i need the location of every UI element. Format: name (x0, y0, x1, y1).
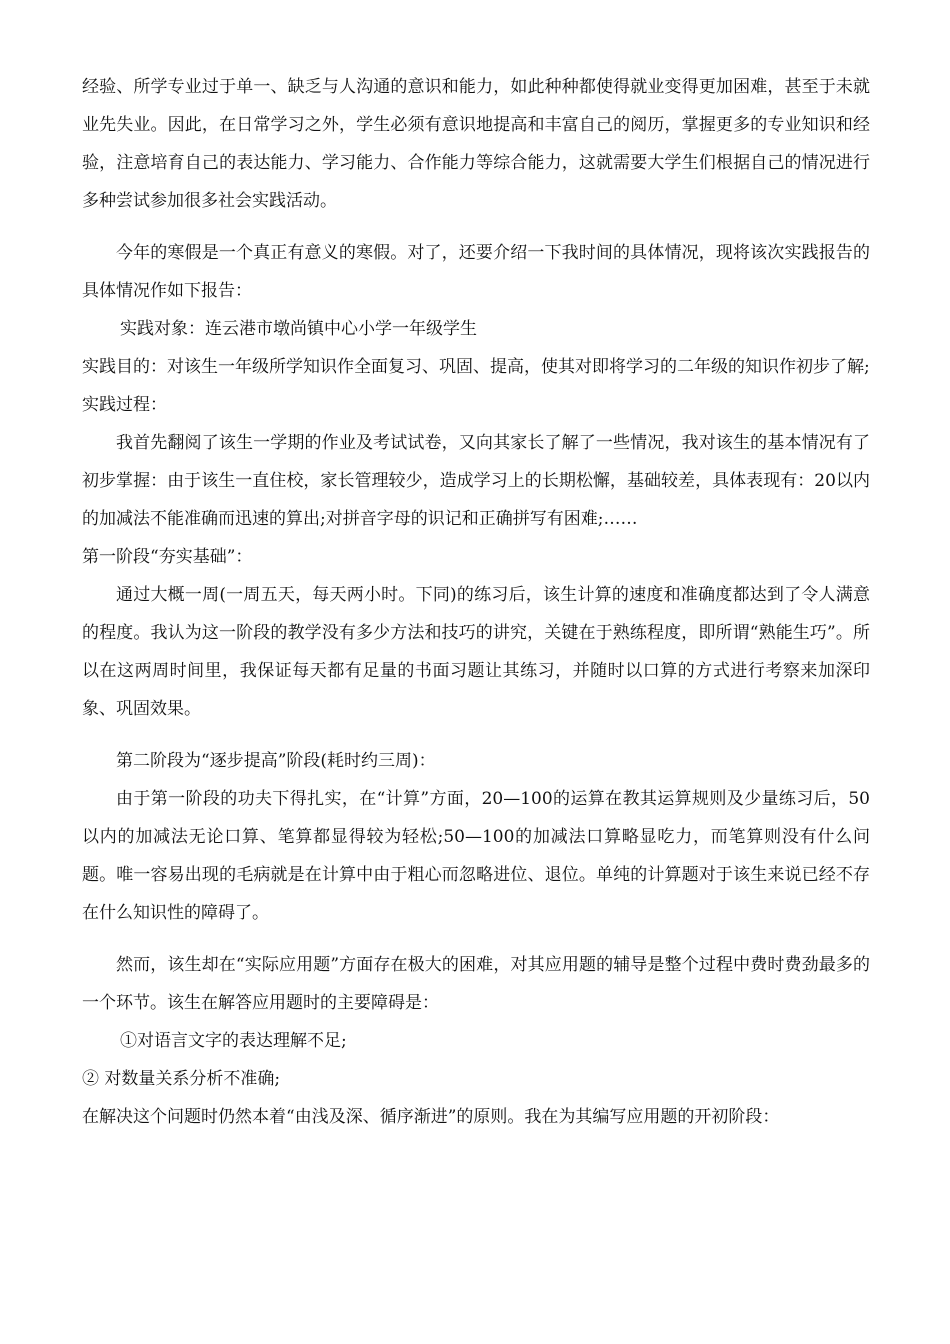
paragraph-approach: 在解决这个问题时仍然本着“由浅及深、循序渐进”的原则。我在为其编写应用题的开初阶段： (82, 1107, 780, 1127)
paragraph-employment: 经验、所学专业过于单一、缺乏与人沟通的意识和能力，如此种种都使得就业变得更加困难，甚至于未就业先失业。因此，在日常学习之外，学生必须有意识地提高和丰富自己的阅历，掌握更多的专业知识和经验，注意培育自己的表达能力、学习能力、合作能力等综合能力，这就需要大学生们根据自己的情况进行多种尝试参加很多社会实践活动。 (82, 77, 870, 211)
paragraph-stage-two: 由于第一阶段的功夫下得扎实，在“计算”方面，20—100的运算在教其运算规则及少量练习后，50以内的加减法无论口算、笔算都显得较为轻松;50—100的加减法口算略显吃力，而笔算则没有什么问题。唯一容易出现的毛病就是在计算中由于粗心而忽略进位、退位。单纯的计算题对于该生来说已经不存在什么知识性的障碍了。 (82, 789, 870, 923)
document-page (82, 68, 870, 1136)
paragraph-initial-assessment: 我首先翻阅了该生一学期的作业及考试试卷，又向其家长了解了一些情况，我对该生的基本情况有了初步掌握：由于该生一直住校，家长管理较少，造成学习上的长期松懈，基础较差，具体表现有：20以内的加减法不能准确而迅速的算出;对拼音字母的识记和正确拼写有困难;…… (82, 433, 870, 529)
practice-goal: 实践目的：对该生一年级所学知识作全面复习、巩固、提高，使其对即将学习的二年级的知识作初步了解; (82, 357, 870, 377)
stage-two-heading: 第二阶段为“逐步提高”阶段(耗时约三周)： (116, 751, 436, 771)
paragraph-stage-one: 通过大概一周(一周五天，每天两小时。下同)的练习后，该生计算的速度和准确度都达到了令人满意的程度。我认为这一阶段的教学没有多少方法和技巧的讲究，关键在于熟练程度，即所谓“熟能生巧”。所以在这两周时间里，我保证每天都有足量的书面习题让其练习，并随时以口算的方式进行考察来加深印象、巩固效果。 (82, 585, 870, 719)
obstacle-item-2: ② 对数量关系分析不准确; (82, 1069, 281, 1089)
practice-target: 实践对象：连云港市墩尚镇中心小学一年级学生 (120, 319, 477, 339)
obstacle-item-1: ①对语言文字的表达理解不足; (120, 1031, 347, 1051)
paragraph-word-problems: 然而，该生却在“实际应用题”方面存在极大的困难，对其应用题的辅导是整个过程中费时费劲最多的一个环节。该生在解答应用题时的主要障碍是： (82, 955, 870, 1013)
stage-one-heading: 第一阶段“夯实基础”： (82, 547, 253, 567)
practice-process-heading: 实践过程： (82, 395, 167, 415)
paragraph-winter-break: 今年的寒假是一个真正有意义的寒假。对了，还要介绍一下我时间的具体情况，现将该次实践报告的具体情况作如下报告： (82, 243, 870, 301)
